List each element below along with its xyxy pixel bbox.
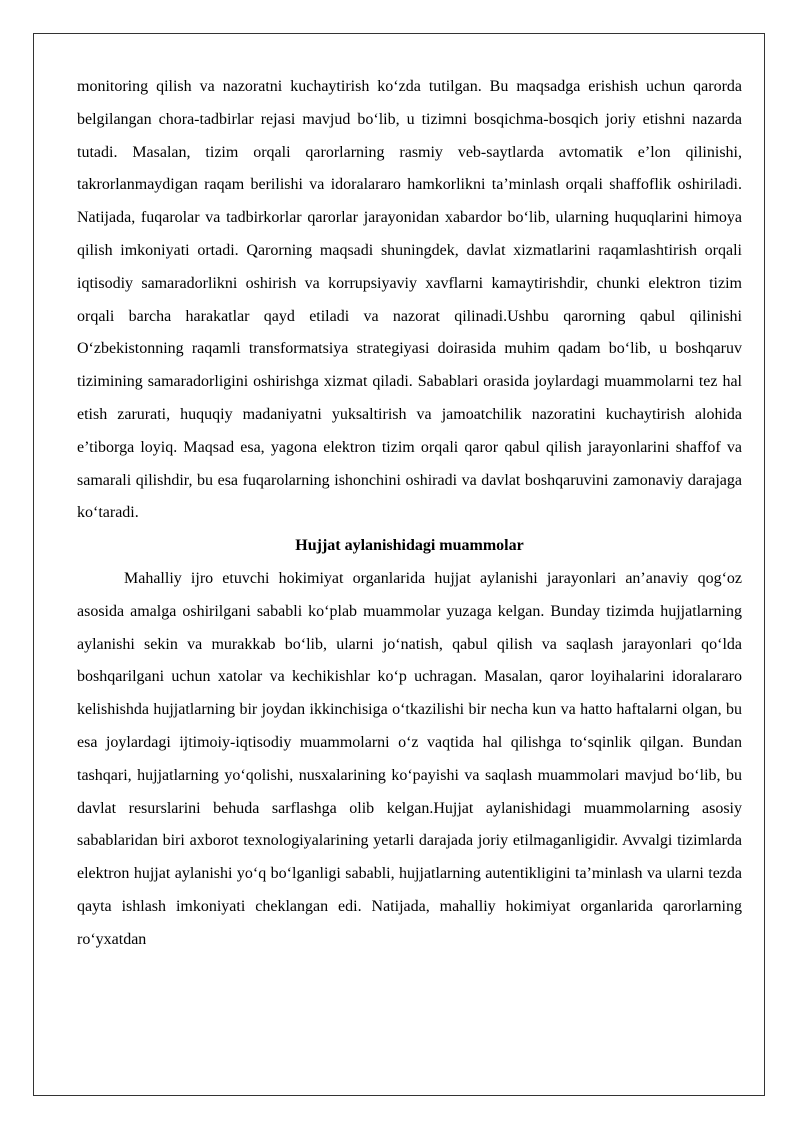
body-paragraph-2: Mahalliy ijro etuvchi hokimiyat organlarida hujjat aylanishi jarayonlari an’anaviy qog‘oz asosida amalga oshirilgani sababli ko‘plab muammolar yuzaga kelgan. Bunday tizimda hujjatlarning aylanishi sekin va murakkab bo‘lib, ularni jo‘natish, qabul qilish va saqlash jarayonlari qo‘lda boshqarilgani uchun xatolar va kechikishlar ko‘p uchragan. Masalan, qaror loyihalarini idoralararo kelishishda hujjatlarning bir joydan ikkinchisiga o‘tkazilishi bir necha kun va hatto haftalarni olgan, bu esa joylardagi ijtimoiy-iqtisodiy muammolarni o‘z vaqtida hal qilishga to‘sqinlik qilgan. Bundan tashqari, hujjatlarning yo‘qolishi, nusxalarining ko‘payishi va saqlash muammolari mavjud bo‘lib, bu davlat resurslarini behuda sarflashga olib kelgan.Hujjat aylanishidagi muammolarning asosiy sabablaridan biri axborot texnologiyalarining yetarli darajada joriy etilmaganligidir. Avvalgi tizimlarda elektron hujjat aylanishi yo‘q bo‘lganligi sababli, hujjatlarning autentikligini ta’minlash va ularni tezda qayta ishlash imkoniyati cheklangan edi. Natijada, mahalliy hokimiyat organlarida qarorlarning ro‘yxatdan <box>77 569 742 948</box>
section-heading: Hujjat aylanishidagi muammolar <box>295 537 524 555</box>
body-paragraph-1: monitoring qilish va nazoratni kuchaytirish ko‘zda tutilgan. Bu maqsadga erishish uchun qarorda belgilangan chora-tadbirlar rejasi mavjud bo‘lib, u tizimni bosqichma-bosqich joriy etishni nazarda tutadi. Masalan, tizim orqali qarorlarning rasmiy veb-saytlarda avtomatik e’lon qilinishi, takrorlanmaydigan raqam berilishi va idoralararo hamkorlikni ta’minlash orqali shaffoflik oshiriladi. Natijada, fuqarolar va tadbirkorlar qarorlar jarayonidan xabardor bo‘lib, ularning huquqlarini himoya qilish imkoniyati ortadi. Qarorning maqsadi shuningdek, davlat xizmatlarini raqamlashtirish orqali iqtisodiy samaradorlikni oshirish va korrupsiyaviy xavflarni kamaytirishdir, chunki elektron tizim orqali barcha harakatlar qayd etiladi va nazorat qilinadi.Ushbu qarorning qabul qilinishi O‘zbekistonning raqamli transformatsiya strategiyasi doirasida muhim qadam bo‘lib, u boshqaruv tizimining samaradorligini oshirishga xizmat qiladi. Sabablari orasida joylardagi muammolarni tez hal etish zarurati, huquqiy madaniyatni yuksaltirish va jamoatchilik nazoratini kuchaytirish alohida e’tiborga loyiq. Maqsad esa, yagona elektron tizim orqali qaror qabul qilish jarayonlarini shaffof va samarali qilishdir, bu esa fuqarolarning ishonchini oshiradi va davlat boshqaruvini zamonaviy darajaga ko‘taradi. <box>77 78 742 522</box>
document-body <box>77 71 742 957</box>
